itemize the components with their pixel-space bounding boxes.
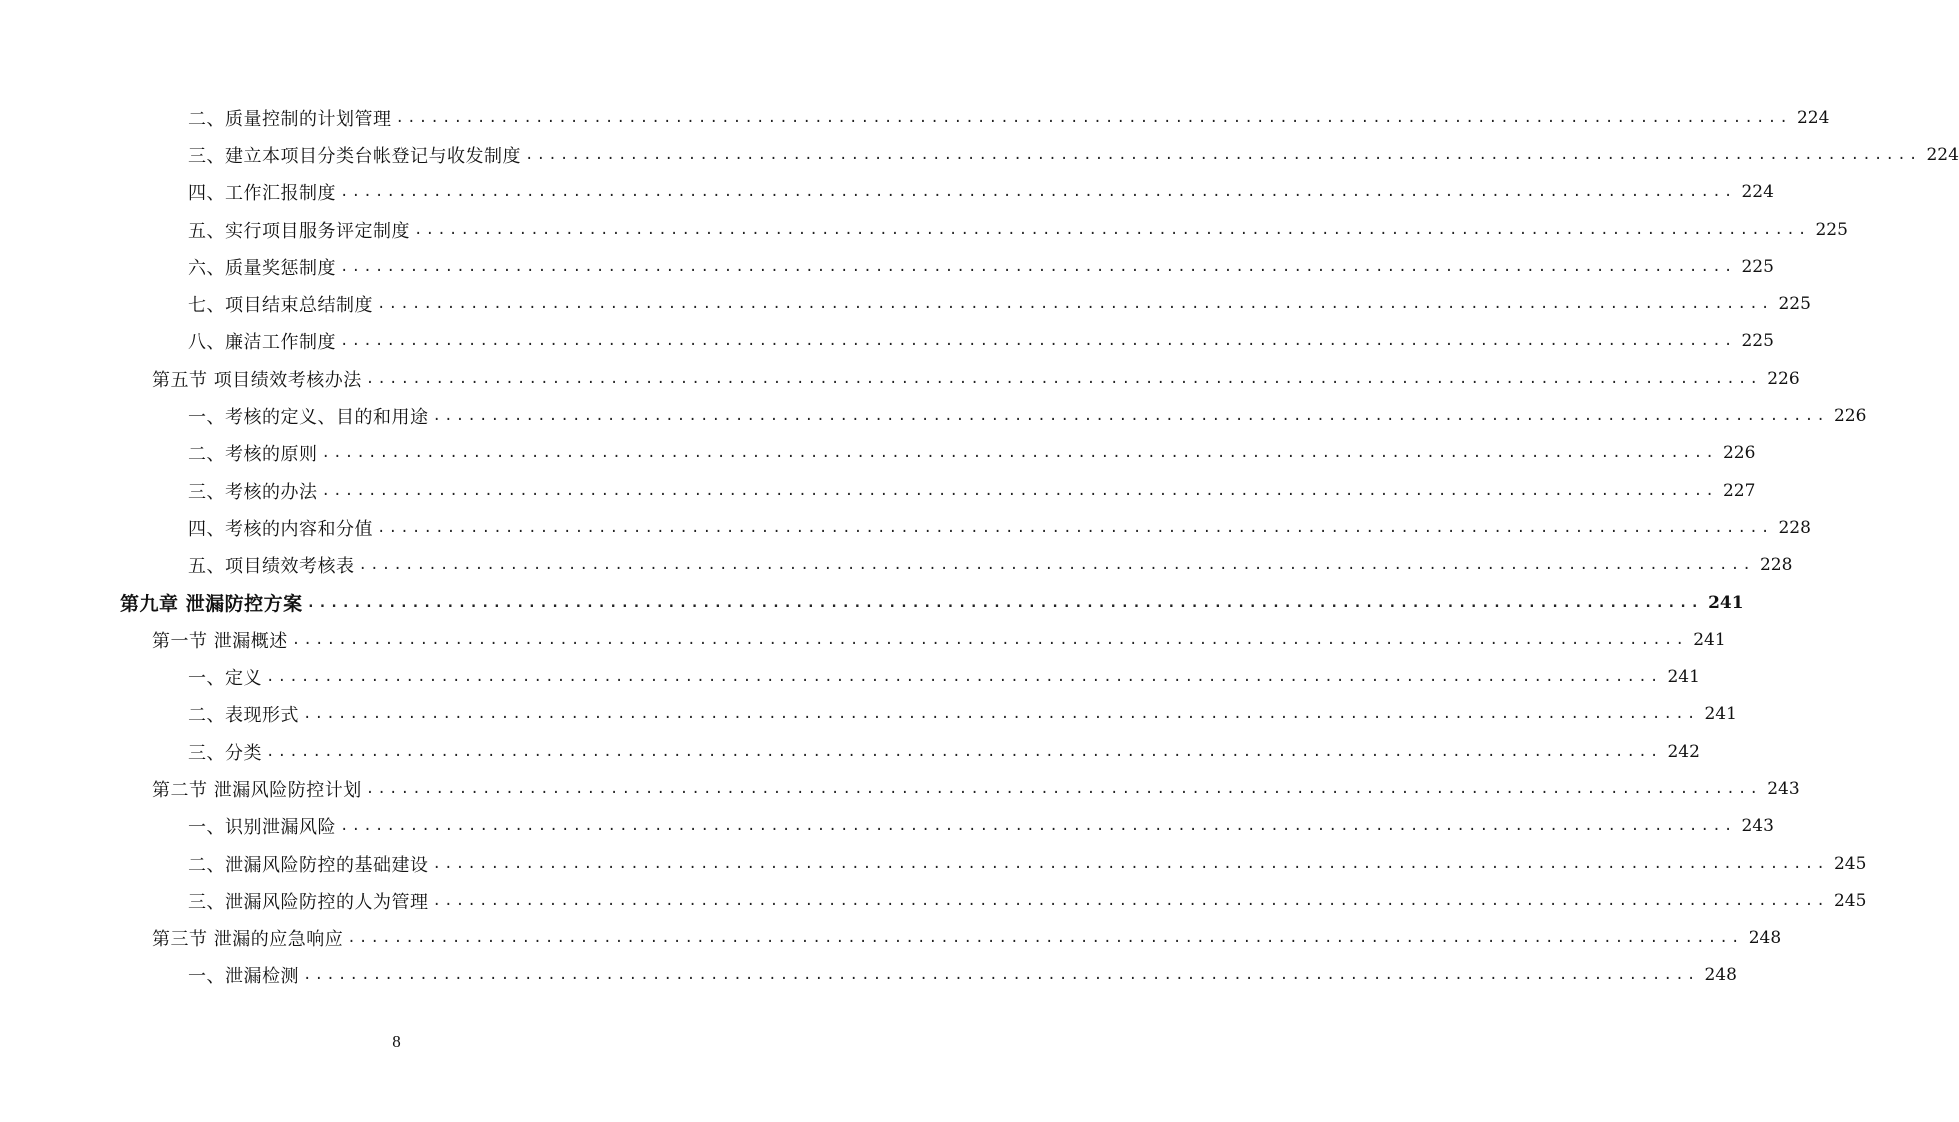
toc-entry-label: 第一节 泄漏概述 (152, 627, 292, 653)
toc-subsection-entry[interactable] (188, 323, 1774, 360)
toc-chapter-entry[interactable] (120, 584, 1744, 621)
toc-dot-leader: ........................................................................................................................ (414, 221, 1810, 238)
toc-entry-label: 一、识别泄漏风险 (188, 813, 340, 839)
toc-entry-page: 224 (1741, 182, 1774, 203)
toc-subsection-entry[interactable] (188, 733, 1700, 770)
toc-entry-page: 226 (1722, 443, 1756, 464)
toc-section-entry[interactable] (152, 621, 1726, 658)
toc-entry-page: 225 (1778, 294, 1811, 315)
toc-entry-page: 243 (1767, 778, 1800, 799)
toc-entry-label: 七、项目结束总结制度 (188, 291, 377, 317)
toc-entry-page: 243 (1741, 816, 1774, 837)
toc-section-entry[interactable] (152, 920, 1782, 957)
toc-entry-label: 三、建立本项目分类台帐登记与收发制度 (188, 142, 525, 168)
toc-section-entry[interactable] (152, 360, 1800, 397)
toc-subsection-entry[interactable] (188, 248, 1774, 285)
toc-entry-page: 241 (1693, 629, 1726, 650)
toc-entry-page: 226 (1767, 368, 1800, 389)
toc-entry-label: 五、实行项目服务评定制度 (188, 217, 414, 243)
toc-entry-label: 八、廉洁工作制度 (188, 328, 340, 354)
toc-dot-leader: ........................................................................................................................ (377, 519, 1773, 536)
toc-entry-label: 二、质量控制的计划管理 (188, 105, 396, 131)
toc-dot-leader: ........................................................................................................................ (303, 706, 1699, 723)
toc-entry-label: 四、工作汇报制度 (188, 179, 340, 205)
toc-subsection-entry[interactable] (188, 509, 1811, 546)
toc-dot-leader: ........................................................................................................................ (347, 930, 1743, 947)
toc-dot-leader: ........................................................................................................................ (358, 557, 1754, 574)
toc-dot-leader: ........................................................................................................................ (432, 892, 1828, 909)
toc-dot-leader: ........................................................................................................................ (266, 743, 1662, 760)
toc-entry-page: 248 (1748, 928, 1782, 949)
toc-subsection-entry[interactable] (188, 957, 1737, 994)
toc-entry-label: 四、考核的内容和分值 (188, 515, 377, 541)
toc-subsection-entry[interactable] (188, 99, 1830, 136)
toc-dot-leader: ........................................................................................................................ (340, 818, 1736, 835)
toc-dot-leader: ........................................................................................................................ (432, 855, 1828, 872)
toc-dot-leader: ........................................................................................................................ (365, 780, 1762, 797)
toc-subsection-entry[interactable] (188, 658, 1700, 695)
toc-dot-leader: ........................................................................................................................ (266, 669, 1662, 686)
toc-dot-leader: ........................................................................................................................ (340, 333, 1736, 350)
toc-entry-page: 225 (1815, 219, 1848, 240)
toc-entry-page: 241 (1704, 704, 1737, 725)
toc-entry-label: 一、定义 (188, 664, 266, 690)
toc-dot-leader: ........................................................................................................................ (291, 631, 1688, 648)
toc-entry-page: 245 (1833, 890, 1867, 911)
toc-dot-leader: ........................................................................................................................ (321, 482, 1717, 499)
toc-entry-page: 227 (1722, 480, 1756, 501)
toc-entry-label: 第三节 泄漏的应急响应 (152, 925, 347, 951)
table-of-contents (0, 99, 1959, 994)
toc-dot-leader: ........................................................................................................................ (306, 594, 1703, 611)
toc-entry-label: 六、质量奖惩制度 (188, 254, 340, 280)
toc-subsection-entry[interactable] (188, 435, 1756, 472)
toc-entry-label: 二、表现形式 (188, 701, 303, 727)
toc-entry-label: 二、泄漏风险防控的基础建设 (188, 851, 433, 877)
toc-entry-page: 226 (1833, 406, 1867, 427)
toc-entry-label: 三、分类 (188, 739, 266, 765)
toc-subsection-entry[interactable] (188, 472, 1756, 509)
toc-subsection-entry[interactable] (188, 547, 1793, 584)
toc-subsection-entry[interactable] (188, 285, 1811, 322)
toc-entry-page: 225 (1741, 331, 1774, 352)
toc-subsection-entry[interactable] (188, 845, 1867, 882)
toc-entry-page: 248 (1704, 965, 1737, 986)
toc-entry-label: 一、泄漏检测 (188, 962, 303, 988)
toc-dot-leader: ........................................................................................................................ (377, 296, 1773, 313)
toc-dot-leader: ........................................................................................................................ (365, 370, 1762, 387)
toc-entry-label: 第九章 泄漏防控方案 (120, 589, 307, 616)
toc-entry-page: 224 (1926, 144, 1959, 165)
toc-section-entry[interactable] (152, 770, 1800, 807)
toc-dot-leader: ........................................................................................................................ (303, 967, 1699, 984)
toc-entry-label: 第二节 泄漏风险防控计划 (152, 776, 366, 802)
toc-subsection-entry[interactable] (188, 882, 1867, 919)
toc-dot-leader: ........................................................................................................................ (432, 408, 1828, 425)
toc-dot-leader: ........................................................................................................................ (340, 184, 1736, 201)
toc-entry-page: 224 (1796, 107, 1830, 128)
toc-entry-page: 228 (1778, 517, 1811, 538)
toc-dot-leader: ........................................................................................................................ (340, 258, 1736, 275)
toc-entry-page: 242 (1667, 741, 1700, 762)
page-number: 8 (392, 1032, 401, 1051)
toc-entry-label: 三、考核的办法 (188, 478, 322, 504)
toc-dot-leader: ........................................................................................................................ (395, 109, 1791, 126)
toc-entry-label: 二、考核的原则 (188, 440, 322, 466)
toc-entry-page: 228 (1759, 555, 1793, 576)
toc-entry-label: 一、考核的定义、目的和用途 (188, 403, 433, 429)
toc-entry-page: 241 (1708, 592, 1744, 613)
toc-entry-label: 第五节 项目绩效考核办法 (152, 366, 366, 392)
toc-entry-page: 241 (1667, 667, 1700, 688)
toc-subsection-entry[interactable] (188, 211, 1848, 248)
toc-dot-leader: ........................................................................................................................ (321, 445, 1717, 462)
toc-entry-page: 225 (1741, 256, 1774, 277)
toc-subsection-entry[interactable] (188, 174, 1774, 211)
toc-subsection-entry[interactable] (188, 696, 1737, 733)
toc-entry-label: 五、项目绩效考核表 (188, 552, 359, 578)
toc-entry-page: 245 (1833, 853, 1867, 874)
toc-subsection-entry[interactable] (188, 397, 1867, 434)
toc-dot-leader: ........................................................................................................................ (525, 146, 1921, 163)
toc-subsection-entry[interactable] (188, 808, 1774, 845)
toc-entry-label: 三、泄漏风险防控的人为管理 (188, 888, 433, 914)
toc-subsection-entry[interactable] (188, 136, 1959, 173)
